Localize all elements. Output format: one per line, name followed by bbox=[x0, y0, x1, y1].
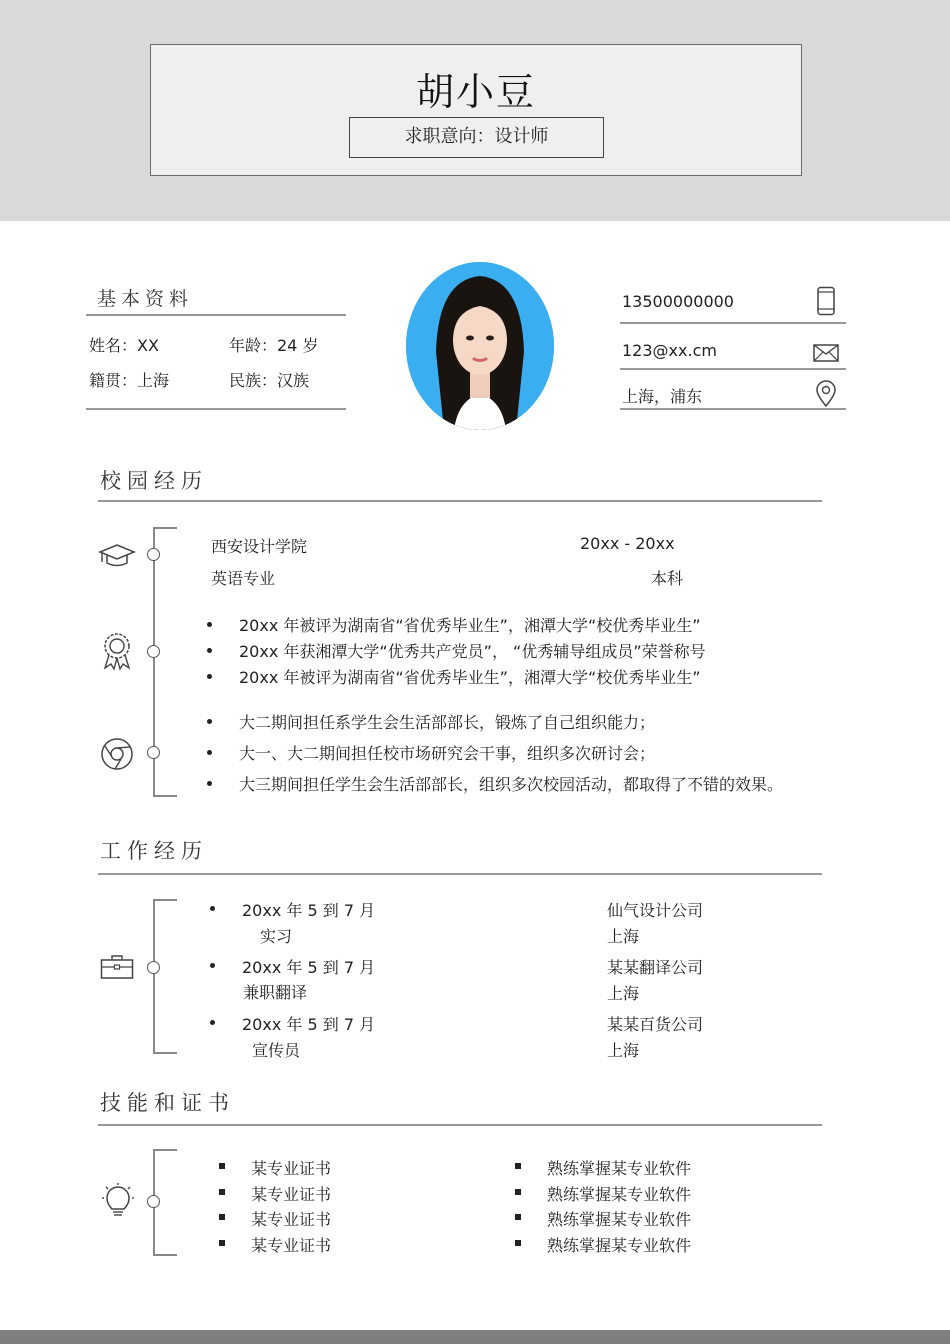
contact-rule-3 bbox=[620, 408, 846, 410]
job-intent: 求职意向：设计师 bbox=[349, 117, 604, 158]
work-city-2: 上海 bbox=[607, 984, 640, 1003]
school-period: 20xx - 20xx bbox=[580, 534, 675, 553]
work-node bbox=[147, 961, 160, 974]
campus-section-rule bbox=[98, 500, 822, 502]
work-company-1: 仙气设计公司 bbox=[607, 901, 704, 920]
name-field: 姓名：XX bbox=[89, 336, 159, 355]
work-city-1: 上海 bbox=[607, 927, 640, 946]
basic-info-rule-bottom bbox=[86, 408, 346, 410]
age-field: 年龄：24 岁 bbox=[229, 336, 319, 355]
square-bullet bbox=[219, 1214, 225, 1220]
work-city-3: 上海 bbox=[607, 1041, 640, 1060]
square-bullet bbox=[219, 1240, 225, 1246]
work-timeline-cap-top bbox=[153, 899, 177, 901]
bullet bbox=[210, 1020, 215, 1025]
degree: 本科 bbox=[651, 569, 684, 588]
activity-item-3: 大三期间担任学生会生活部部长，组织多次校园活动，都取得了不错的效果。 bbox=[239, 775, 784, 794]
skills-section-title: 技能和证书 bbox=[100, 1091, 235, 1115]
work-company-3: 某某百货公司 bbox=[607, 1015, 704, 1034]
activity-item-2: 大一、大二期间担任校市场研究会干事，组织多次研讨会； bbox=[239, 744, 656, 763]
bullet bbox=[207, 622, 212, 627]
bullet bbox=[207, 781, 212, 786]
honor-item-3: 20xx 年被评为湖南省“省优秀毕业生”，湘潭大学“校优秀毕业生” bbox=[239, 668, 701, 687]
major-name: 英语专业 bbox=[211, 569, 276, 588]
phone-number: 13500000000 bbox=[622, 292, 734, 311]
software-item-2: 熟练掌握某专业软件 bbox=[547, 1185, 692, 1204]
basic-info-title: 基本资料 bbox=[97, 288, 194, 310]
work-period-2: 20xx 年 5 到 7 月 bbox=[242, 958, 376, 977]
campus-timeline-cap-bottom bbox=[153, 795, 177, 797]
envelope-icon bbox=[813, 344, 839, 366]
software-item-3: 熟练掌握某专业软件 bbox=[547, 1210, 692, 1229]
work-section-title: 工作经历 bbox=[100, 839, 208, 863]
bullet bbox=[207, 719, 212, 724]
email-address: 123@xx.cm bbox=[622, 341, 717, 360]
skills-timeline-cap-top bbox=[153, 1149, 177, 1151]
briefcase-icon bbox=[100, 954, 134, 984]
work-timeline-cap-bottom bbox=[153, 1052, 177, 1054]
bullet bbox=[210, 963, 215, 968]
contact-rule-2 bbox=[620, 368, 846, 370]
campus-node-3 bbox=[147, 746, 160, 759]
school-name: 西安设计学院 bbox=[211, 537, 308, 556]
profile-photo bbox=[406, 262, 554, 430]
square-bullet bbox=[219, 1189, 225, 1195]
basic-info-rule-top bbox=[86, 314, 346, 316]
bullet bbox=[207, 750, 212, 755]
title-box bbox=[150, 44, 802, 176]
square-bullet bbox=[515, 1163, 521, 1169]
square-bullet bbox=[515, 1189, 521, 1195]
square-bullet bbox=[515, 1214, 521, 1220]
work-role-2: 兼职翻译 bbox=[243, 983, 308, 1002]
graduation-cap-icon bbox=[98, 543, 136, 573]
lightbulb-icon bbox=[101, 1183, 135, 1225]
home-address: 上海，浦东 bbox=[622, 387, 703, 406]
square-bullet bbox=[515, 1240, 521, 1246]
origin-field: 籍贯：上海 bbox=[89, 371, 170, 390]
ethnicity-field: 民族：汉族 bbox=[229, 371, 310, 390]
work-period-1: 20xx 年 5 到 7 月 bbox=[242, 901, 376, 920]
cert-item-1: 某专业证书 bbox=[251, 1159, 332, 1178]
skills-timeline-cap-bottom bbox=[153, 1254, 177, 1256]
campus-section-title: 校园经历 bbox=[100, 469, 208, 493]
footer-bar bbox=[0, 1330, 950, 1344]
square-bullet bbox=[219, 1163, 225, 1169]
campus-node-2 bbox=[147, 645, 160, 658]
software-item-4: 熟练掌握某专业软件 bbox=[547, 1236, 692, 1255]
campus-timeline-cap-top bbox=[153, 527, 177, 529]
honor-item-2: 20xx 年获湘潭大学“优秀共产党员”， “优秀辅导组成员”荣誉称号 bbox=[239, 642, 706, 661]
activity-item-1: 大二期间担任系学生会生活部部长，锻炼了自己组织能力； bbox=[239, 713, 656, 732]
skills-section-rule bbox=[98, 1124, 822, 1126]
skills-node bbox=[147, 1195, 160, 1208]
bullet bbox=[207, 648, 212, 653]
chrome-circle-icon bbox=[100, 737, 134, 775]
work-period-3: 20xx 年 5 到 7 月 bbox=[242, 1015, 376, 1034]
bullet bbox=[207, 674, 212, 679]
work-role-3: 宣传员 bbox=[252, 1041, 301, 1060]
work-role-1: 实习 bbox=[260, 927, 293, 946]
award-medal-icon bbox=[101, 631, 133, 675]
cert-item-3: 某专业证书 bbox=[251, 1210, 332, 1229]
work-company-2: 某某翻译公司 bbox=[607, 958, 704, 977]
cert-item-2: 某专业证书 bbox=[251, 1185, 332, 1204]
cert-item-4: 某专业证书 bbox=[251, 1236, 332, 1255]
work-section-rule bbox=[98, 873, 822, 875]
contact-rule-1 bbox=[620, 322, 846, 324]
bullet bbox=[210, 906, 215, 911]
phone-icon bbox=[816, 286, 836, 320]
campus-node-1 bbox=[147, 548, 160, 561]
candidate-name: 胡小豆 bbox=[415, 70, 536, 114]
honor-item-1: 20xx 年被评为湖南省“省优秀毕业生”，湘潭大学“校优秀毕业生” bbox=[239, 616, 701, 635]
software-item-1: 熟练掌握某专业软件 bbox=[547, 1159, 692, 1178]
work-timeline bbox=[153, 899, 155, 1053]
